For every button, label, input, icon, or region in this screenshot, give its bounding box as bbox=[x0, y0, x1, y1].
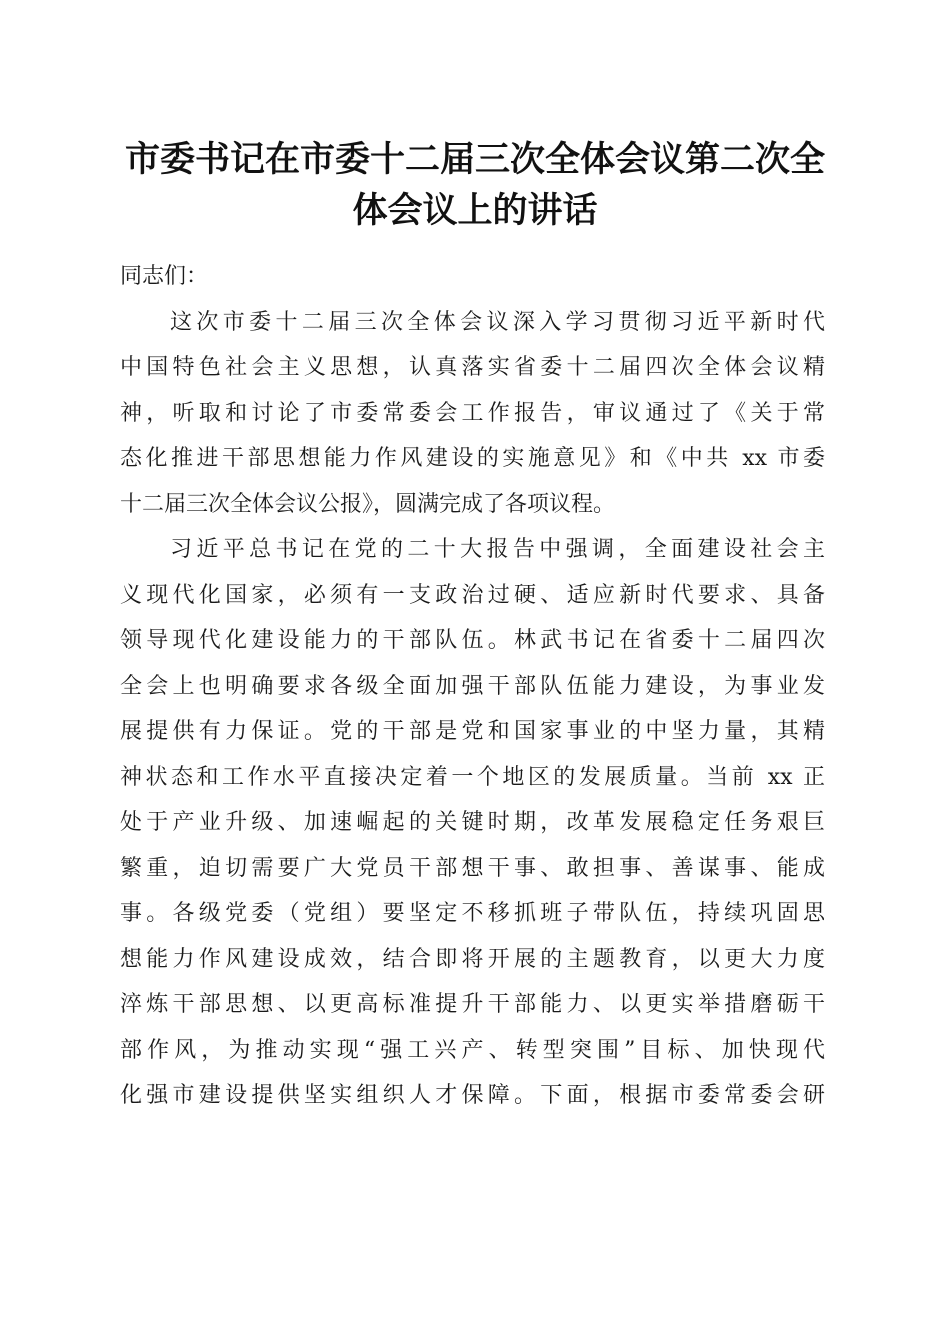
title-line-2: 体会议上的讲话 bbox=[352, 190, 598, 231]
paragraph-line: 繁重，迫切需要广大党员干部想干事、敢担事、善谋事、能成 bbox=[120, 855, 825, 881]
salutation: 同志们： bbox=[120, 264, 209, 289]
paragraph-2 bbox=[120, 527, 825, 1119]
paragraph-line: 领导现代化建设能力的干部队伍。林武书记在省委十二届四次 bbox=[120, 628, 825, 653]
paragraph-line: 十二届三次全体会议公报》，圆满完成了各项议程。 bbox=[120, 491, 616, 517]
paragraph-line: 习近平总书记在党的二十大报告中强调，全面建设社会主 bbox=[170, 537, 825, 562]
paragraph-line: 全会上也明确要求各级全面加强干部队伍能力建设，为事业发 bbox=[120, 673, 825, 699]
paragraph-line: 这次市委十二届三次全体会议深入学习贯彻习近平新时代 bbox=[170, 309, 825, 335]
paragraph-line: 想能力作风建设成效，结合即将开展的主题教育，以更大力度 bbox=[120, 946, 825, 972]
paragraph-line: 神状态和工作水平直接决定着一个地区的发展质量。当前 xx 正 bbox=[120, 764, 825, 790]
paragraph-1 bbox=[120, 300, 825, 528]
paragraph-line: 事。各级党委（党组）要坚定不移抓班子带队伍，持续巩固思 bbox=[120, 901, 825, 926]
paragraph-line: 神，听取和讨论了市委常委会工作报告，审议通过了《关于常 bbox=[120, 400, 825, 426]
paragraph-line: 态化推进干部思想能力作风建设的实施意见》和《中共 xx 市委 bbox=[120, 446, 825, 471]
paragraph-line: 处于产业升级、加速崛起的关键时期，改革发展稳定任务艰巨 bbox=[120, 810, 825, 835]
document-body bbox=[120, 254, 825, 1119]
paragraph-line: 淬炼干部思想、以更高标准提升干部能力、以更实举措磨砺干 bbox=[120, 992, 825, 1017]
paragraph-line: 中国特色社会主义思想，认真落实省委十二届四次全体会议精 bbox=[120, 355, 825, 380]
title-line-1: 市委书记在市委十二届三次全体会议第二次全 bbox=[124, 139, 825, 180]
paragraph-line: 化强市建设提供坚实组织人才保障。下面，根据市委常委会研 bbox=[120, 1083, 825, 1108]
paragraph-line: 部作风，为推动实现“强工兴产、转型突围”目标、加快现代 bbox=[120, 1037, 825, 1063]
paragraph-line: 义现代化国家，必须有一支政治过硬、适应新时代要求、具备 bbox=[120, 582, 825, 608]
paragraph-line: 展提供有力保证。党的干部是党和国家事业的中坚力量，其精 bbox=[120, 719, 825, 744]
document-title bbox=[100, 134, 850, 236]
